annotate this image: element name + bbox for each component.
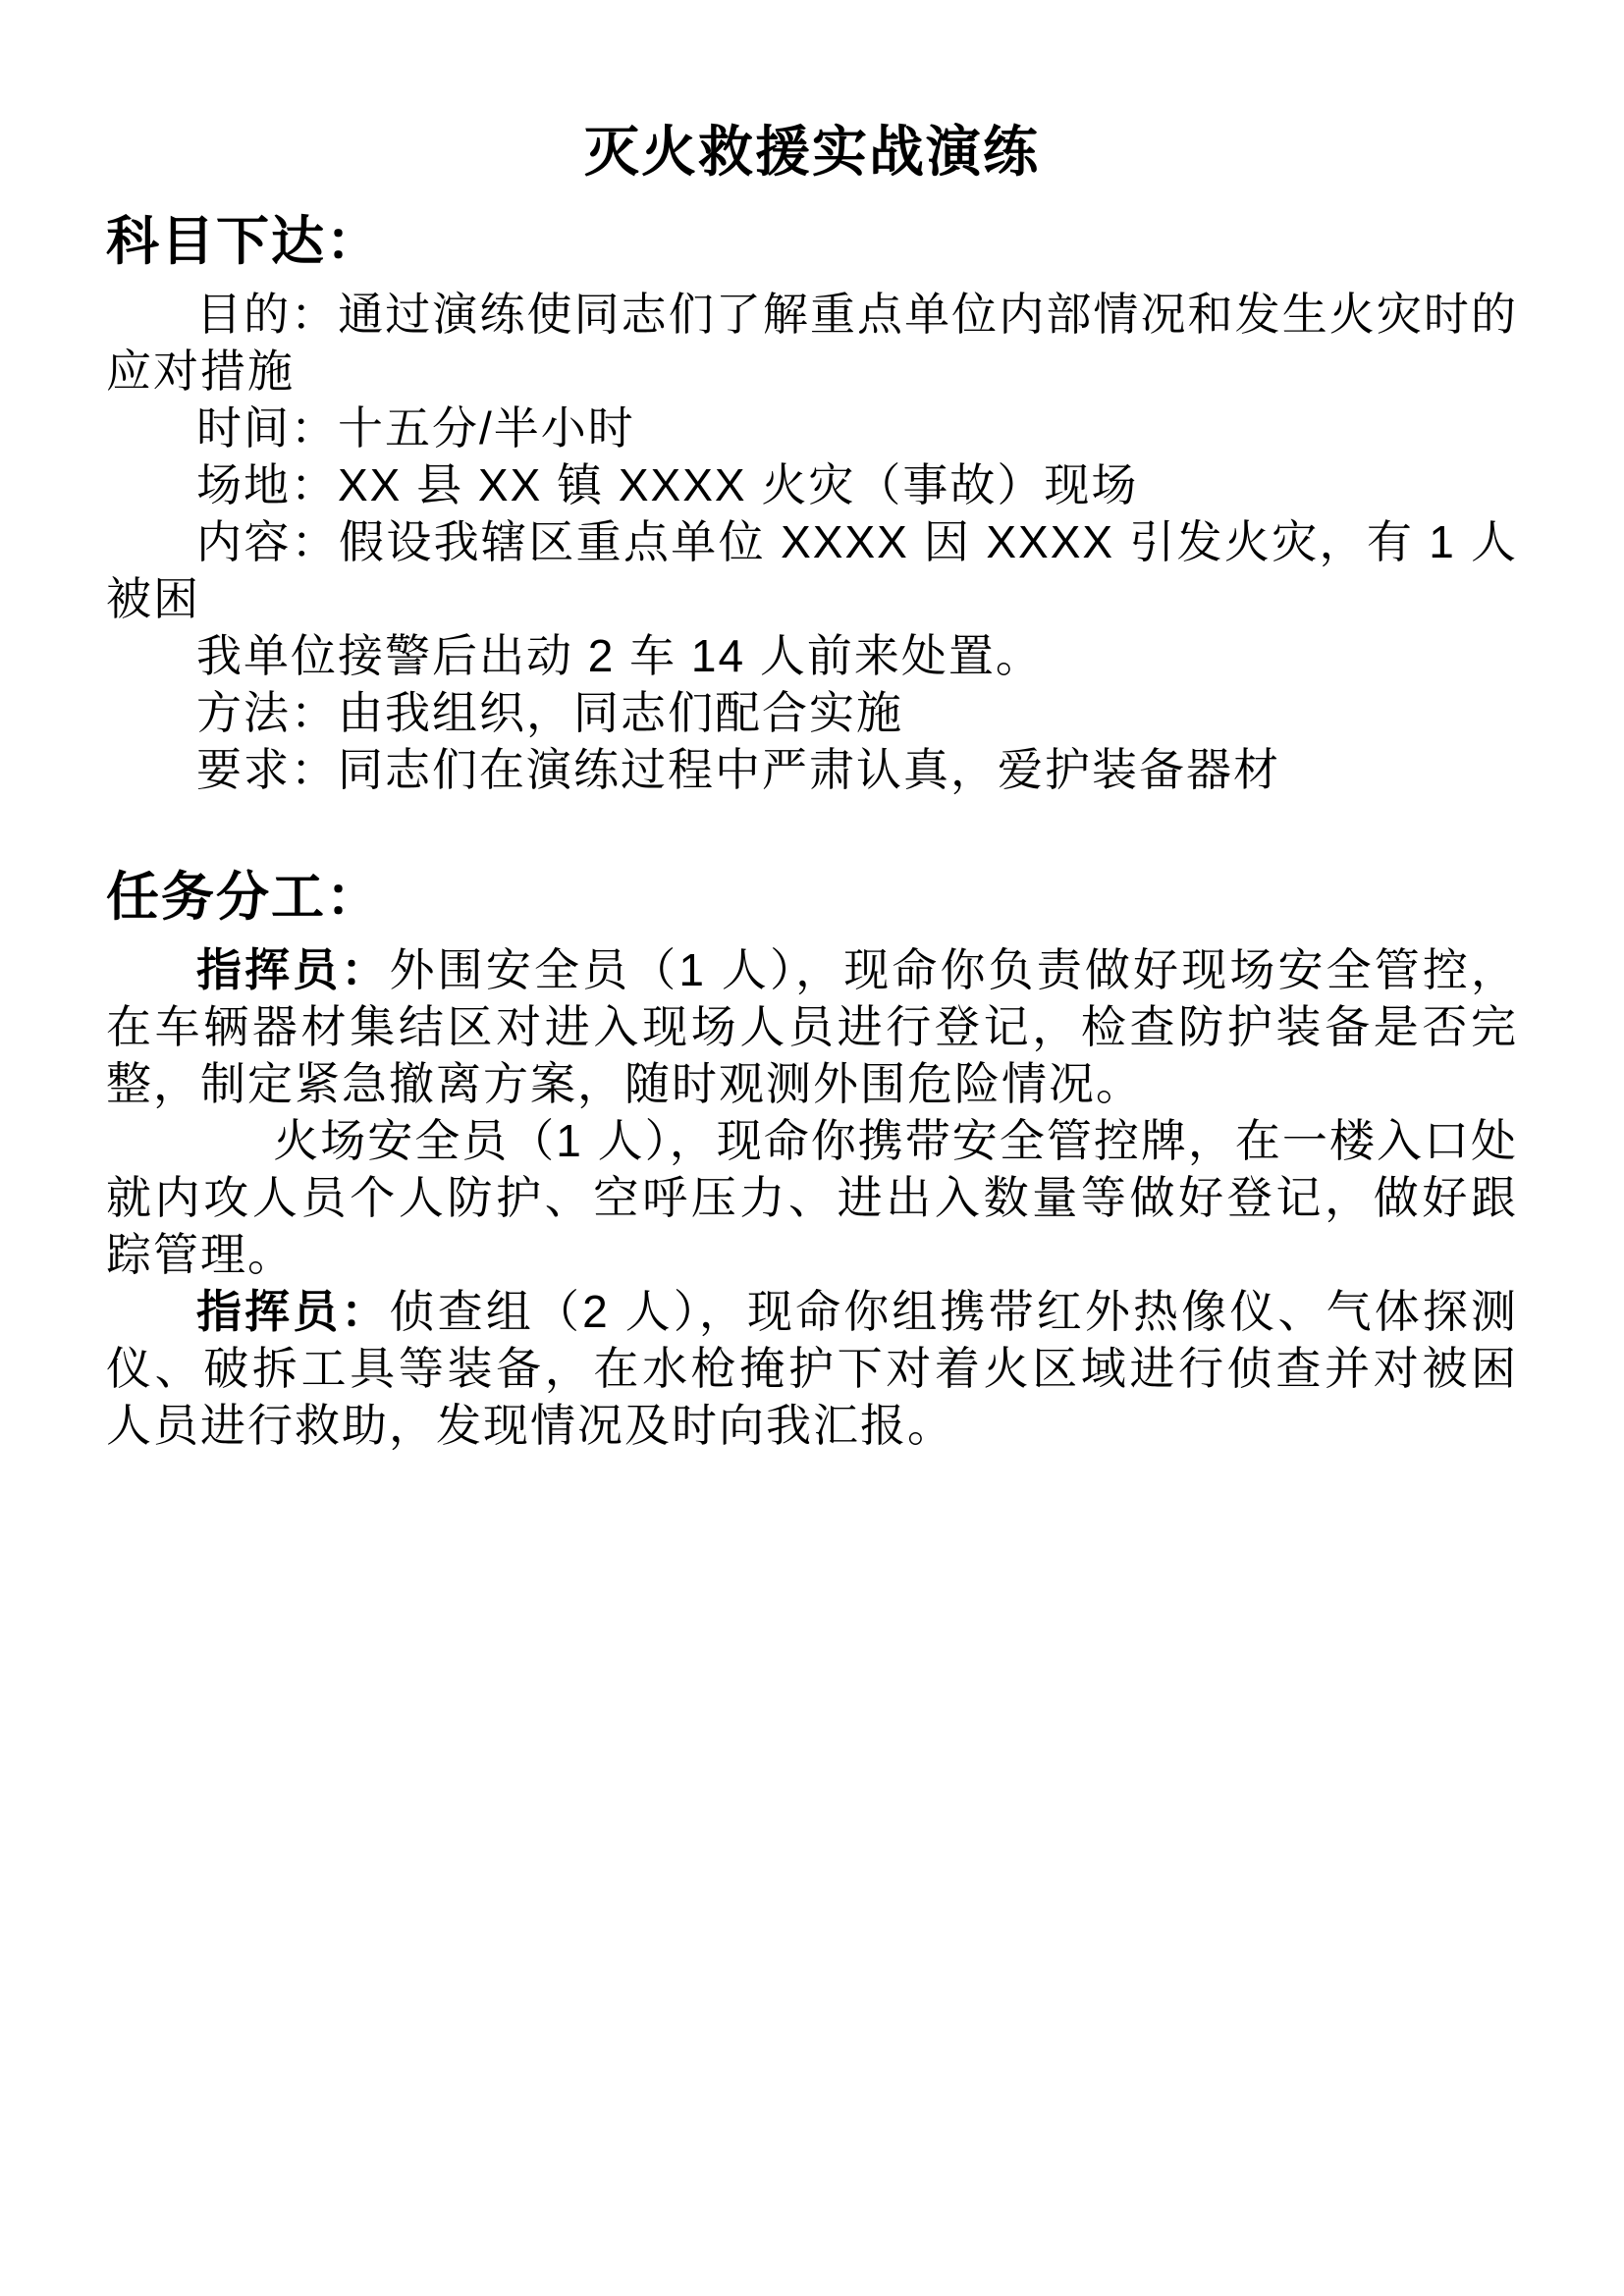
text-run: 场地：XX 县 XX 镇 XXXX 火灾（事故）现场 (196, 459, 1139, 511)
document-section (106, 859, 1518, 1454)
bold-text-run: 指挥员： (196, 944, 390, 996)
text-run: 方法：由我组织，同志们配合实施 (196, 687, 903, 739)
text-run: 侦查组（2 人），现命你组携带红外热像仪、气体探测仪、破拆工具等装备，在水枪掩护下对着火区域进行侦查并对被困人员进行救助，发现情况及时向我汇报。 (106, 1286, 1518, 1452)
paragraph (106, 1112, 1518, 1283)
document-section (106, 203, 1518, 798)
section-heading: 科目下达： (106, 211, 381, 271)
paragraph (106, 941, 1518, 1112)
text-run: 内容：假设我辖区重点单位 XXXX 因 XXXX 引发火灾，有 1 人被困 (106, 516, 1518, 625)
document-title: 灭火救援实战演练 (584, 123, 1040, 184)
paragraph (106, 741, 1518, 798)
paragraph (106, 627, 1518, 684)
text-run: 外围安全员（1 人），现命你负责做好现场安全管控，在车辆器材集结区对进入现场人员进行登记，检查防护装备是否完整，制定紧急撤离方案，随时观测外围危险情况。 (106, 944, 1518, 1110)
paragraph (106, 684, 1518, 741)
bold-text-run: 指挥员： (196, 1286, 390, 1338)
text-run: 火场安全员（1 人），现命你携带安全管控牌，在一楼入口处就内攻人员个人防护、空呼压力、进出入数量等做好登记，做好跟踪管理。 (106, 1115, 1518, 1281)
text-run: 要求：同志们在演练过程中严肃认真，爱护装备器材 (196, 744, 1280, 796)
paragraph (106, 513, 1518, 627)
text-run: 时间：十五分/半小时 (196, 402, 635, 454)
paragraph (106, 286, 1518, 400)
text-run: 我单位接警后出动 2 车 14 人前来处置。 (196, 630, 1043, 682)
document-body (106, 203, 1518, 1455)
section-heading: 任务分工： (106, 868, 381, 928)
text-run: 目的：通过演练使同志们了解重点单位内部情况和发生火灾时的应对措施 (106, 289, 1518, 398)
paragraph (106, 1283, 1518, 1454)
paragraph (106, 456, 1518, 513)
paragraph (106, 400, 1518, 456)
